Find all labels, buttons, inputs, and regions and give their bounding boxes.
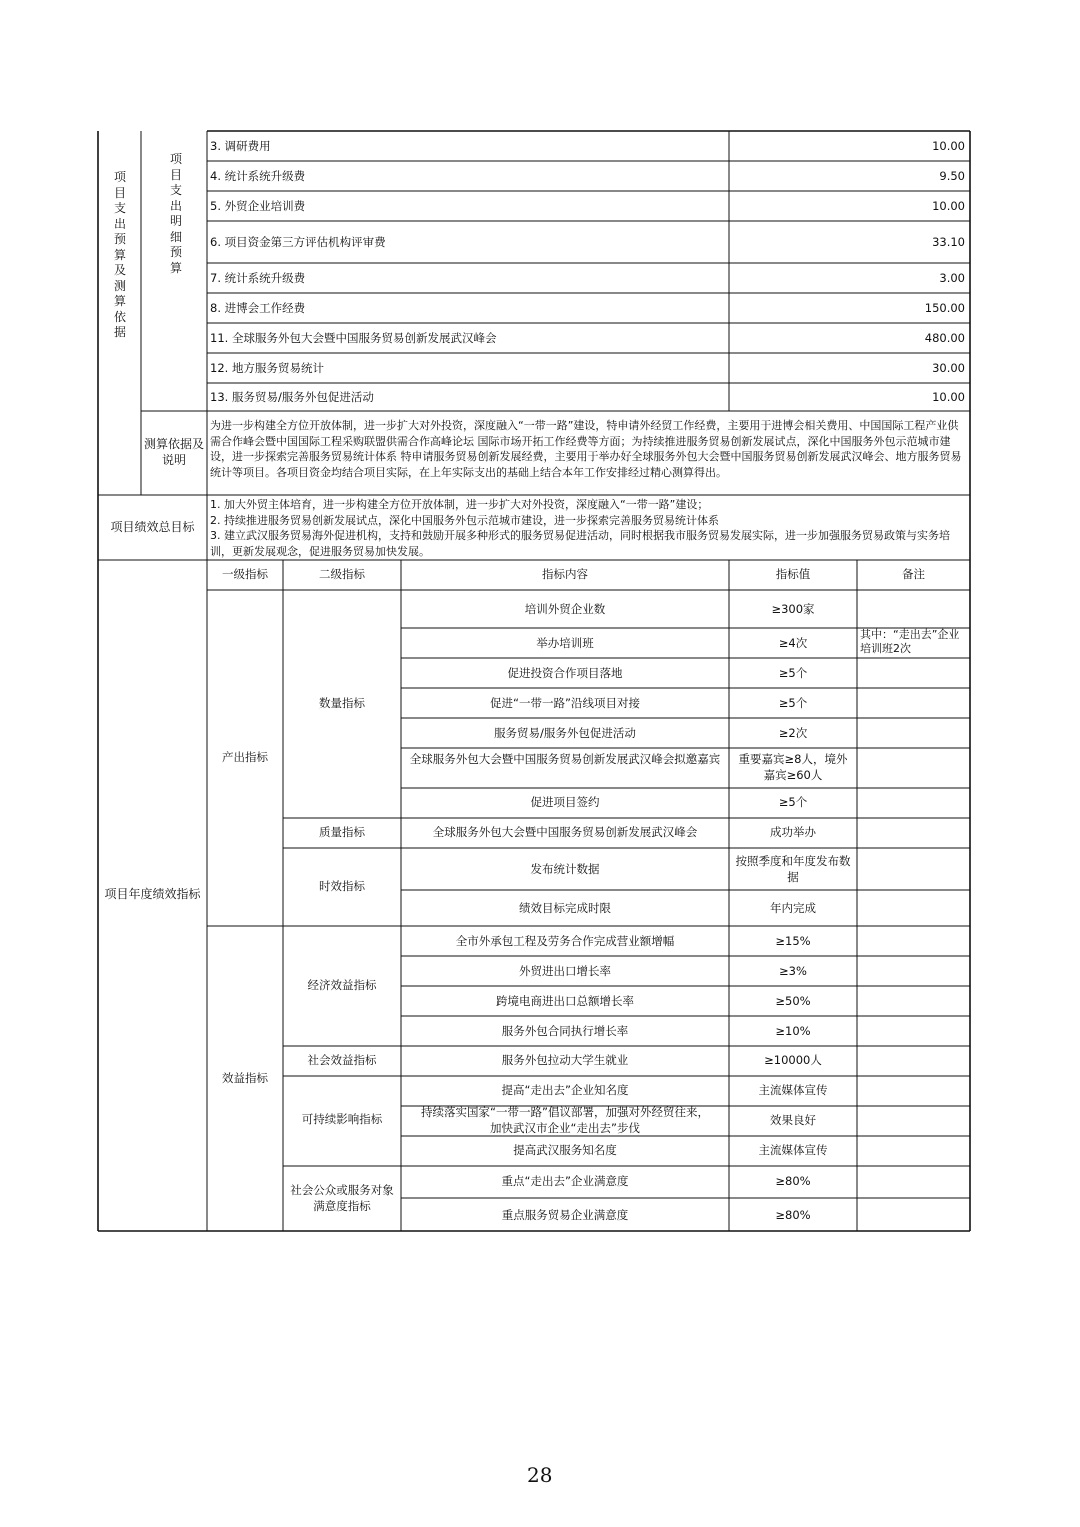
budget-item-name: 11. 全球服务外包大会暨中国服务贸易创新发展武汉峰会	[210, 331, 497, 345]
level2-social: 社会效益指标	[307, 1053, 377, 1067]
budget-item-amount: 3.00	[939, 271, 965, 285]
budget-item-name: 7. 统计系统升级费	[210, 271, 306, 285]
row-content: 服务贸易/服务外包促进活动	[494, 726, 636, 740]
row-value: ≥15%	[775, 934, 811, 948]
level2-quantity: 数量指标	[319, 696, 365, 710]
row-value: 主流媒体宣传	[758, 1143, 828, 1157]
row-content: 提高武汉服务知名度	[513, 1143, 617, 1157]
indicators-label: 项目年度绩效指标	[104, 887, 201, 901]
row-content: 举办培训班	[536, 636, 594, 650]
level2-satisfaction: 社会公众或服务对象满意度指标	[290, 1183, 394, 1213]
level2-timeliness: 时效指标	[319, 879, 365, 893]
row-value: 重要嘉宾≥8人，境外嘉宾≥60人	[738, 752, 848, 782]
goals-label: 项目绩效总目标	[110, 520, 195, 534]
budget-item-name: 13. 服务贸易/服务外包促进活动	[210, 390, 374, 404]
row-value: 成功举办	[770, 825, 816, 839]
row-value: ≥3%	[779, 964, 807, 978]
row-value: ≥10000人	[764, 1053, 822, 1067]
row-value: ≥80%	[775, 1208, 811, 1222]
row-note: 其中：“走出去”企业培训班2次	[860, 628, 960, 655]
row-value: ≥4次	[778, 636, 808, 650]
header-level2: 二级指标	[319, 567, 365, 581]
budget-item-name: 3. 调研费用	[210, 139, 271, 153]
row-content: 持续落实国家“一带一路”倡议部署，加强对外经贸往来， 加快武汉市企业“走出去”步伐	[421, 1105, 735, 1135]
budget-item-name: 6. 项目资金第三方评估机构评审费	[210, 235, 386, 249]
row-value: ≥5个	[778, 795, 808, 809]
row-content: 跨境电商进出口总额增长率	[496, 994, 634, 1008]
row-value: 按照季度和年度发布数据	[735, 854, 851, 884]
row-value: 年内完成	[770, 901, 816, 915]
row-content: 促进“一带一路”沿线项目对接	[490, 696, 640, 710]
header-level1: 一级指标	[222, 567, 268, 581]
page-number: 28	[527, 1463, 553, 1487]
row-content: 服务外包合同执行增长率	[501, 1024, 629, 1038]
row-value: ≥10%	[775, 1024, 811, 1038]
level2-sustainable: 可持续影响指标	[301, 1112, 383, 1126]
budget-item-amount: 10.00	[932, 199, 965, 213]
budget-item-amount: 150.00	[924, 301, 965, 315]
level2-quality: 质量指标	[319, 825, 365, 839]
header-note: 备注	[902, 567, 925, 581]
row-content: 提高“走出去”企业知名度	[501, 1083, 629, 1097]
budget-item-name: 12. 地方服务贸易统计	[210, 361, 324, 375]
budget-item-amount: 480.00	[924, 331, 965, 345]
row-content: 发布统计数据	[530, 862, 600, 876]
budget-item-amount: 10.00	[932, 390, 965, 404]
budget-item-name: 5. 外贸企业培训费	[210, 199, 306, 213]
row-content: 全市外承包工程及劳务合作完成营业额增幅	[455, 934, 675, 948]
row-content: 重点服务贸易企业满意度	[501, 1208, 629, 1222]
budget-item-amount: 33.10	[932, 235, 965, 249]
row-value: ≥300家	[771, 602, 815, 616]
level1-benefit: 效益指标	[222, 1071, 268, 1085]
budget-item-amount: 30.00	[932, 361, 965, 375]
row-content: 外贸进出口增长率	[519, 964, 611, 978]
budget-detail-label: 项目支出明细预算	[169, 152, 182, 275]
budget-item-amount: 9.50	[939, 169, 965, 183]
row-value: ≥2次	[778, 726, 808, 740]
row-value: 主流媒体宣传	[758, 1083, 828, 1097]
row-content: 全球服务外包大会暨中国服务贸易创新发展武汉峰会拟邀嘉宾	[409, 752, 721, 766]
level2-economic: 经济效益指标	[307, 978, 377, 992]
budget-item-name: 8. 进博会工作经费	[210, 301, 306, 315]
header-content: 指标内容	[542, 567, 588, 581]
row-value: 效果良好	[770, 1113, 816, 1127]
goal-line: 3. 建立武汉服务贸易海外促进机构，支持和鼓励开展多种形式的服务贸易促进活动，同时根据我市服务贸易发展实际，进一步加强服务贸易政策与实务培训，更新发展观念，促进服务贸易加快发展。	[210, 529, 950, 558]
basis-text: 为进一步构建全方位开放体制，进一步扩大对外投资，深度融入“一带一路”建设，特申请外经贸工作经费，主要用于进博会相关费用、中国国际工程产业供需合作峰会暨中国国际工程采购联盟供需合作高峰论坛 国际市场开拓工作经费等方面；为持续推进服务贸易创新发展试点，深化中国服务外包示范城市建设，进一步探索完善服务贸易统计体系 特申请服务贸易创新发展经费，主要用于举办好全球服务外包大会暨中国服务贸易创新发展武汉峰会、地方服务贸易统计等项目。各项目资金均结合项目实际，在上年实际支出的基础上结合本年工作安排经过精心测算得出。	[210, 419, 962, 479]
row-value: ≥5个	[778, 666, 808, 680]
row-content: 重点“走出去”企业满意度	[501, 1174, 629, 1188]
level1-output: 产出指标	[222, 750, 268, 764]
goal-line: 1. 加大外贸主体培育，进一步构建全方位开放体制，进一步扩大对外投资，深度融入“一带一路”建设；	[210, 498, 709, 511]
row-content: 促进投资合作项目落地	[507, 666, 623, 680]
row-value: ≥80%	[775, 1174, 811, 1188]
header-value: 指标值	[775, 567, 811, 581]
budget-outer-label: 项目支出预算及测算依据	[113, 170, 126, 339]
row-value: ≥50%	[775, 994, 811, 1008]
row-value: ≥5个	[778, 696, 808, 710]
row-content: 培训外贸企业数	[524, 602, 606, 616]
row-content: 服务外包拉动大学生就业	[501, 1053, 629, 1067]
budget-item-name: 4. 统计系统升级费	[210, 169, 306, 183]
goal-line: 2. 持续推进服务贸易创新发展试点，深化中国服务外包示范城市建设，进一步探索完善服务贸易统计体系	[210, 514, 719, 527]
budget-item-amount: 10.00	[932, 139, 965, 153]
row-content: 促进项目签约	[530, 795, 600, 809]
basis-label: 测算依据及说明	[143, 437, 204, 467]
row-content: 全球服务外包大会暨中国服务贸易创新发展武汉峰会	[432, 825, 698, 839]
row-content: 绩效目标完成时限	[519, 901, 611, 915]
